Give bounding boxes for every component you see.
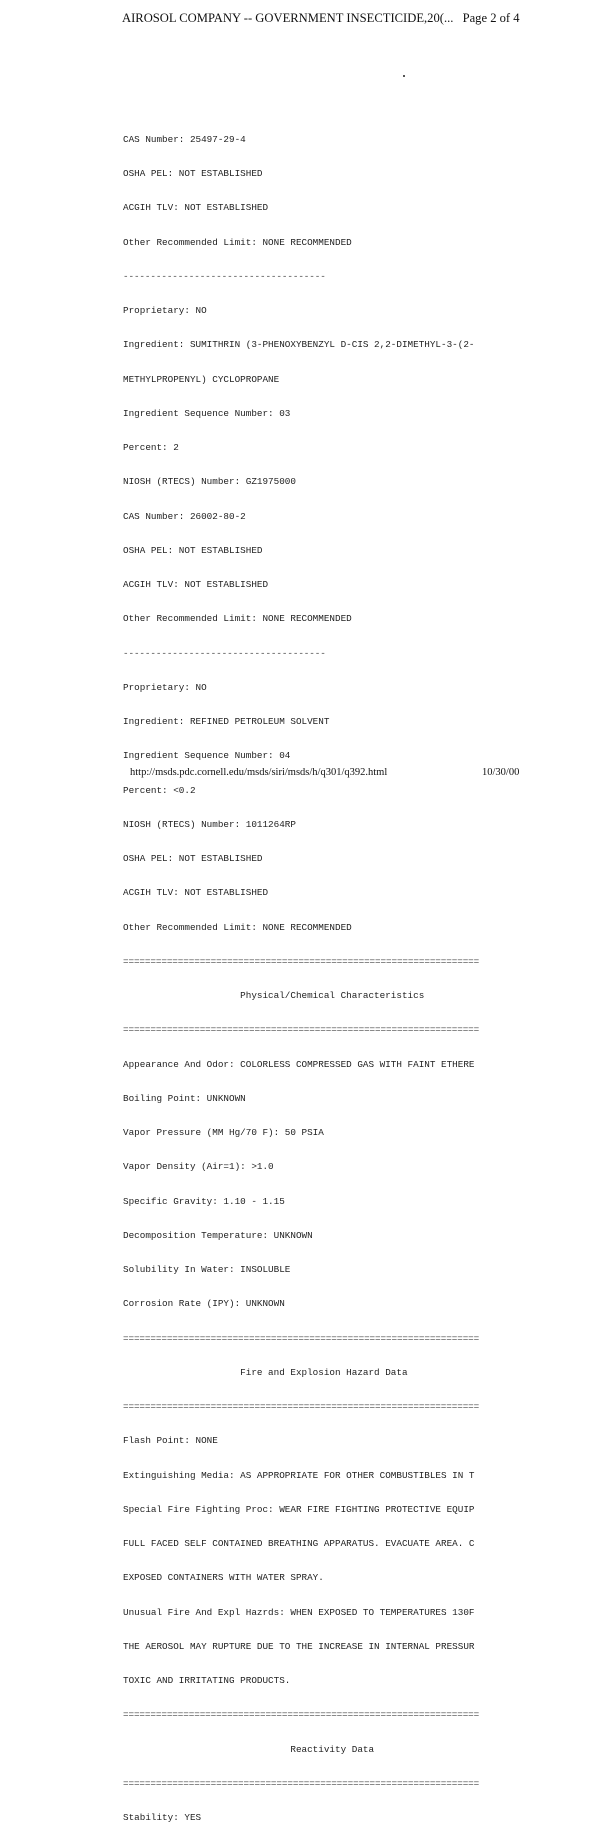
page-footer (130, 767, 560, 778)
page-number: Page 2 of 4 (462, 11, 520, 25)
proprietary-line: Proprietary: NO (123, 681, 207, 693)
ingredient-line: Ingredient: REFINED PETROLEUM SOLVENT (123, 716, 330, 728)
stability-line: Stability: YES (123, 1812, 202, 1824)
other-limit-line: Other Recommended Limit: NONE RECOMMENDED (123, 613, 352, 625)
vapor-density-line: Vapor Density (Air=1): >1.0 (123, 1161, 274, 1173)
sequence-number-line: Ingredient Sequence Number: 03 (123, 407, 291, 419)
document-title: AIROSOL COMPANY -- GOVERNMENT INSECTICIDE,20(... (122, 11, 454, 25)
source-url: http://msds.pdc.cornell.edu/msds/siri/msds/h/q301/q392.html (130, 767, 388, 778)
dash-separator: ------------------------------------- (123, 270, 326, 282)
vapor-pressure-line: Vapor Pressure (MM Hg/70 F): 50 PSIA (123, 1127, 324, 1139)
niosh-line: NIOSH (RTECS) Number: 1011264RP (123, 818, 296, 830)
msds-body (123, 111, 563, 1835)
dash-separator: ------------------------------------- (123, 647, 326, 659)
osha-pel-line: OSHA PEL: NOT ESTABLISHED (123, 544, 263, 556)
equals-separator: ================================================================= (123, 1332, 480, 1344)
boiling-point-line: Boiling Point: UNKNOWN (123, 1092, 246, 1104)
percent-line: Percent: 2 (123, 442, 179, 454)
osha-pel-line: OSHA PEL: NOT ESTABLISHED (123, 168, 263, 180)
unusual-hazards-continuation: THE AEROSOL MAY RUPTURE DUE TO THE INCREASE IN INTERNAL PRESSUR (123, 1640, 475, 1652)
sequence-number-line: Ingredient Sequence Number: 04 (123, 750, 291, 762)
print-date: 10/30/00 (482, 767, 520, 778)
solubility-line: Solubility In Water: INSOLUBLE (123, 1264, 291, 1276)
acgih-tlv-line: ACGIH TLV: NOT ESTABLISHED (123, 579, 269, 591)
equals-separator: ================================================================= (123, 955, 480, 967)
ingredient-continuation: METHYLPROPENYL) CYCLOPROPANE (123, 373, 280, 385)
equals-separator: ================================================================= (123, 1401, 480, 1413)
equals-separator: ================================================================= (123, 1777, 480, 1789)
other-limit-line: Other Recommended Limit: NONE RECOMMENDED (123, 236, 352, 248)
extinguishing-media-line: Extinguishing Media: AS APPROPRIATE FOR OTHER COMBUSTIBLES IN T (123, 1469, 475, 1481)
proprietary-line: Proprietary: NO (123, 305, 207, 317)
equals-separator: ================================================================= (123, 1709, 480, 1721)
section-heading-reactivity: Reactivity Data (123, 1743, 375, 1755)
equals-separator: ================================================================= (123, 1024, 480, 1036)
percent-line: Percent: <0.2 (123, 784, 196, 796)
corrosion-rate-line: Corrosion Rate (IPY): UNKNOWN (123, 1298, 285, 1310)
other-limit-line: Other Recommended Limit: NONE RECOMMENDED (123, 921, 352, 933)
niosh-line: NIOSH (RTECS) Number: GZ1975000 (123, 476, 296, 488)
acgih-tlv-line: ACGIH TLV: NOT ESTABLISHED (123, 202, 269, 214)
special-fire-fighting-line: Special Fire Fighting Proc: WEAR FIRE FIGHTING PROTECTIVE EQUIP (123, 1503, 475, 1515)
section-heading-physical-chemical: Physical/Chemical Characteristics (123, 990, 425, 1002)
osha-pel-line: OSHA PEL: NOT ESTABLISHED (123, 853, 263, 865)
unusual-hazards-continuation: TOXIC AND IRRITATING PRODUCTS. (123, 1675, 291, 1687)
appearance-odor-line: Appearance And Odor: COLORLESS COMPRESSED GAS WITH FAINT ETHERE (123, 1058, 475, 1070)
cas-number-line: CAS Number: 25497-29-4 (123, 133, 246, 145)
unusual-hazards-line: Unusual Fire And Expl Hazrds: WHEN EXPOSED TO TEMPERATURES 130F (123, 1606, 475, 1618)
acgih-tlv-line: ACGIH TLV: NOT ESTABLISHED (123, 887, 269, 899)
specific-gravity-line: Specific Gravity: 1.10 - 1.15 (123, 1195, 285, 1207)
page-header (122, 11, 520, 26)
special-fire-fighting-continuation: EXPOSED CONTAINERS WITH WATER SPRAY. (123, 1572, 324, 1584)
special-fire-fighting-continuation: FULL FACED SELF CONTAINED BREATHING APPARATUS. EVACUATE AREA. C (123, 1538, 475, 1550)
scan-speck (403, 75, 405, 77)
section-heading-fire-explosion: Fire and Explosion Hazard Data (123, 1366, 408, 1378)
flash-point-line: Flash Point: NONE (123, 1435, 218, 1447)
ingredient-line: Ingredient: SUMITHRIN (3-PHENOXYBENZYL D-CIS 2,2-DIMETHYL-3-(2- (123, 339, 475, 351)
decomposition-temp-line: Decomposition Temperature: UNKNOWN (123, 1229, 313, 1241)
cas-number-line: CAS Number: 26002-80-2 (123, 510, 246, 522)
